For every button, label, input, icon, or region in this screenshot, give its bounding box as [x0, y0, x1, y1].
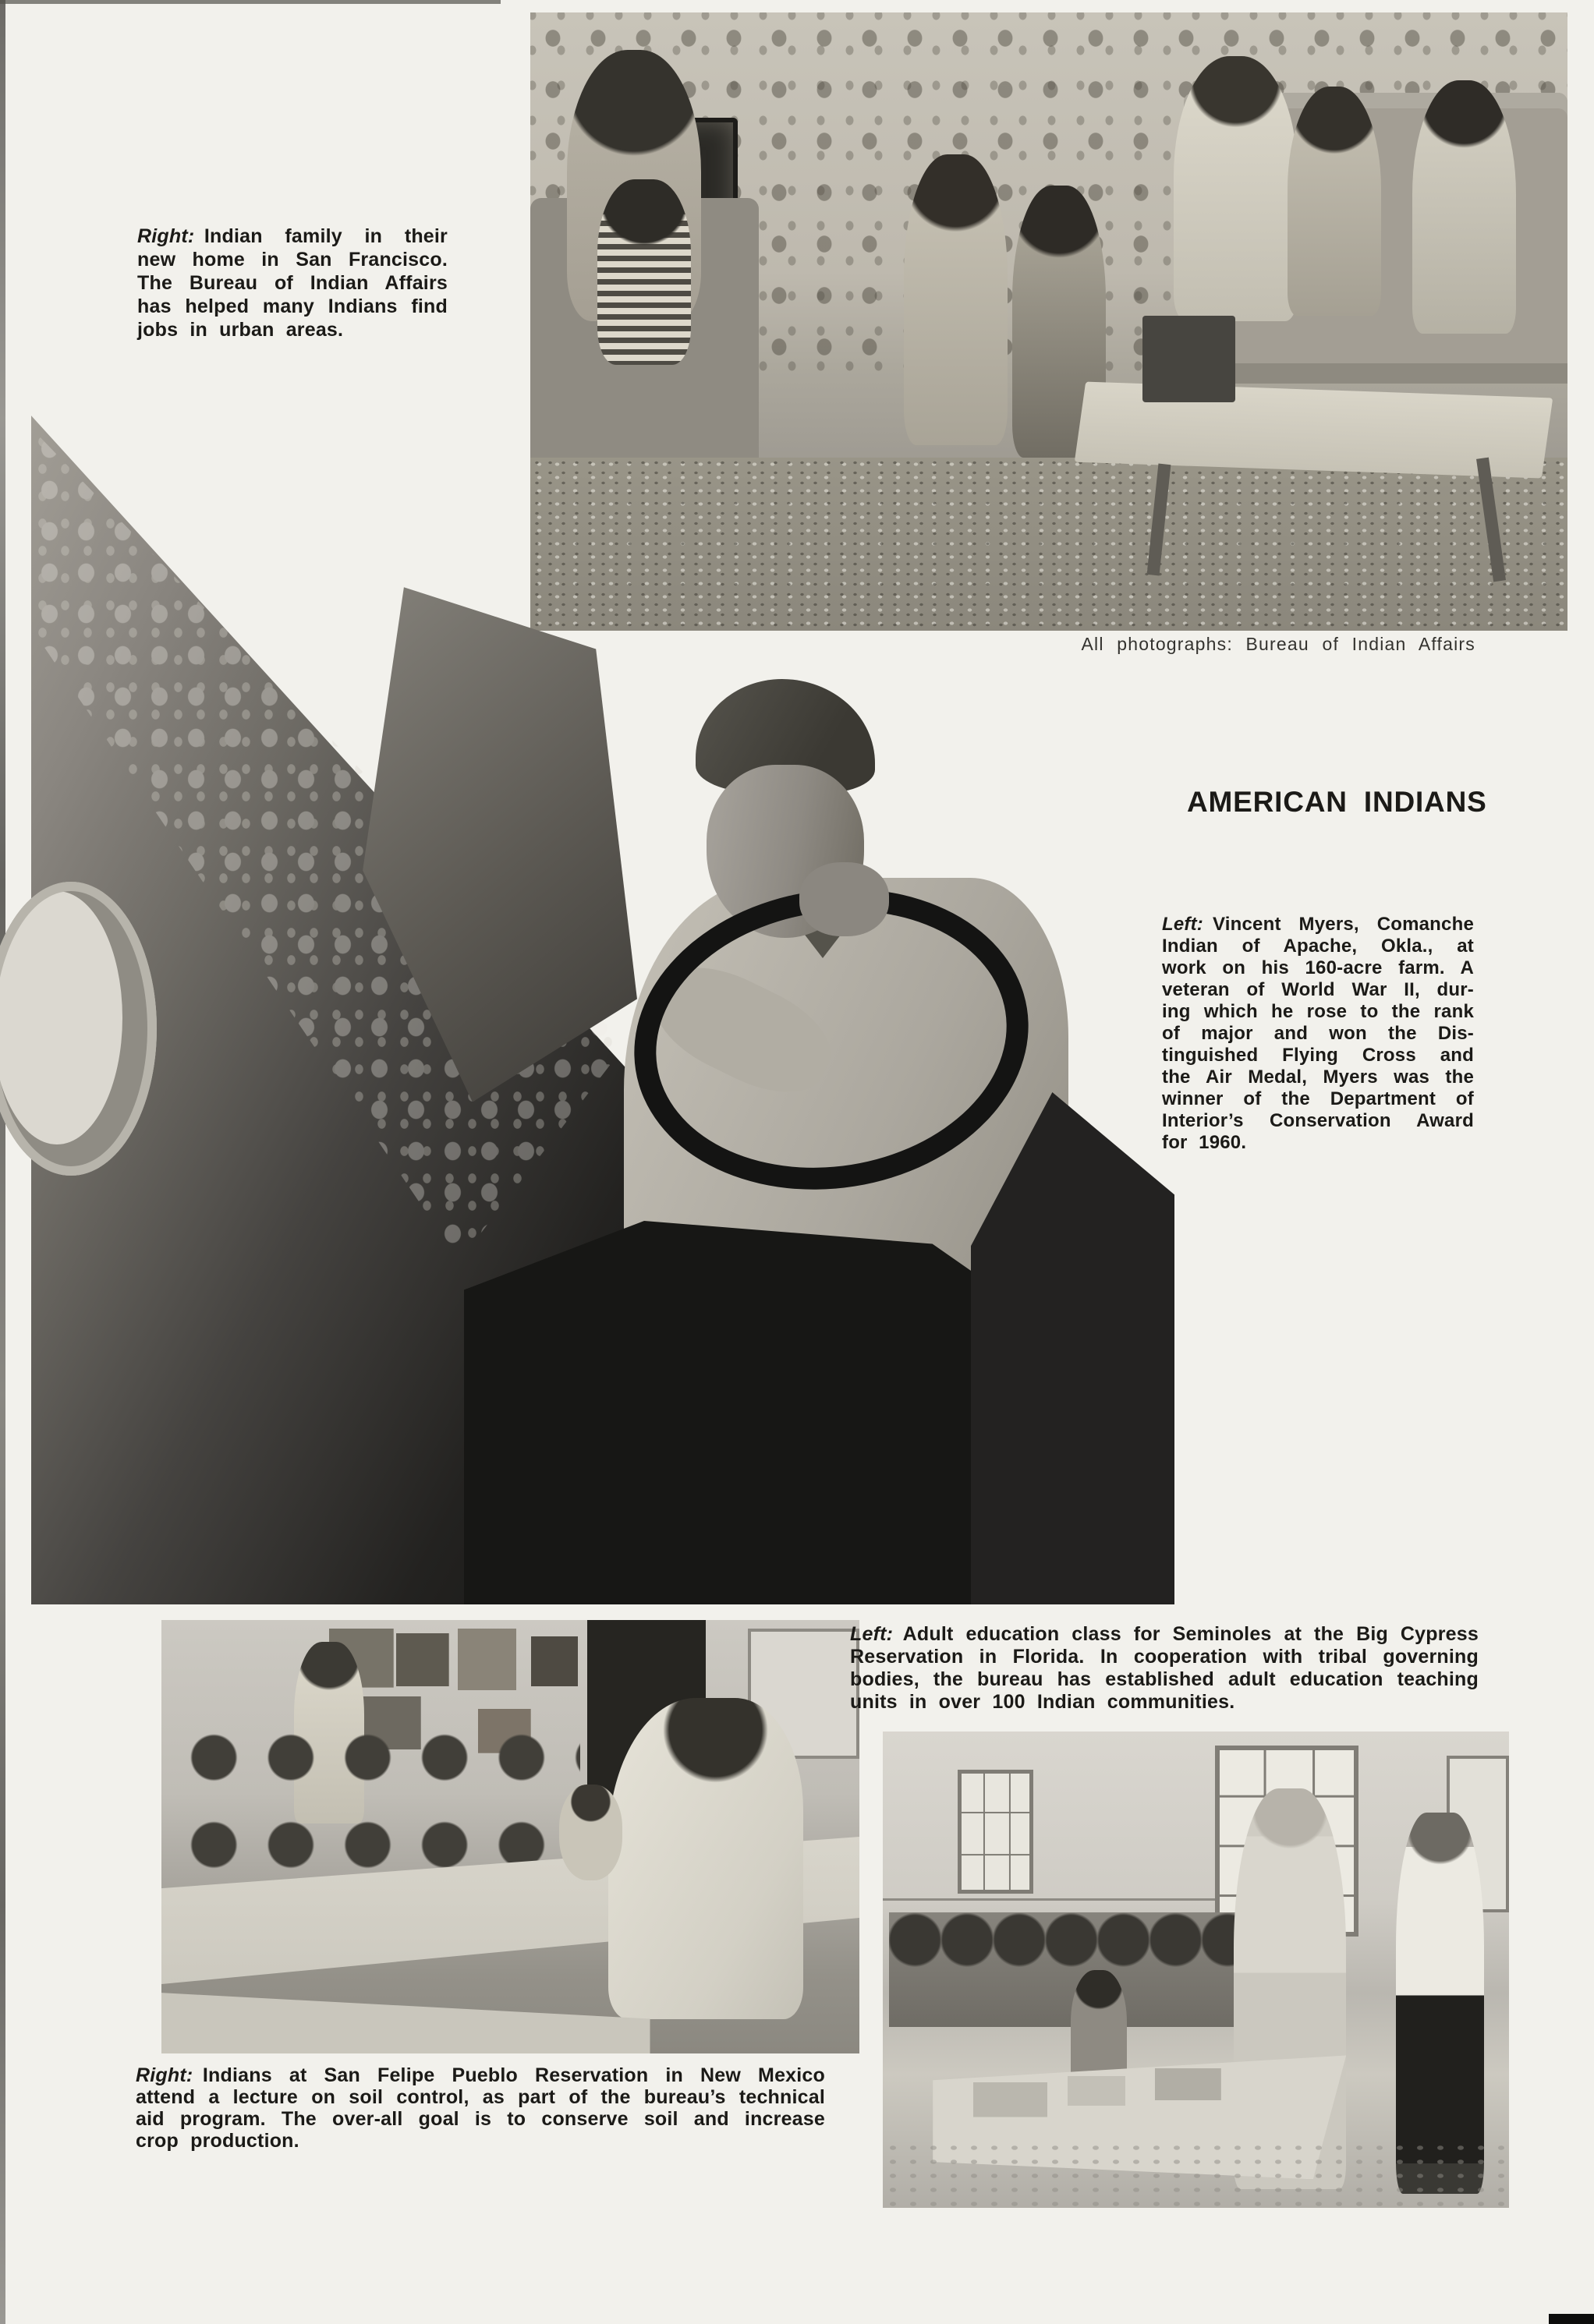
- page-top-edge-shadow: [0, 0, 501, 4]
- caption-line: aid program. The over-all goal is to conserve soil and increase: [136, 2108, 825, 2130]
- person-figure: [597, 179, 691, 365]
- caption-line: work on his 160-acre farm. A: [1162, 957, 1474, 978]
- caption-line: The Bureau of Indian Affairs: [137, 272, 448, 294]
- caption-line: has helped many Indians find: [137, 295, 448, 317]
- caption-text: Indian family in their: [204, 225, 448, 247]
- photo-credit: All photographs: Bureau of Indian Affairs: [1081, 634, 1475, 654]
- caption-lead: Right:: [136, 2064, 193, 2086]
- caption-seminole-education: [850, 1623, 1479, 1714]
- page-gutter-shadow: [0, 0, 5, 2324]
- caption-line: new home in San Francisco.: [137, 249, 448, 271]
- window: [958, 1770, 1033, 1894]
- caption-text: Vincent Myers, Comanche: [1212, 914, 1474, 935]
- photo-soil-lecture: [883, 1732, 1509, 2208]
- person-figure: [1396, 1813, 1483, 2194]
- photo-education-class: [161, 1620, 859, 2053]
- caption-lead: Left:: [1162, 914, 1203, 935]
- caption-line: winner of the Department of: [1162, 1088, 1474, 1109]
- caption-line: [1162, 914, 1474, 936]
- person-figure: [1412, 80, 1516, 334]
- scan-corner-mark: [1549, 2314, 1594, 2324]
- caption-line: the Air Medal, Myers was the: [1162, 1066, 1474, 1088]
- foreground-table: [161, 1967, 650, 2053]
- caption-lead: Left:: [850, 1623, 894, 1645]
- caption-line: [850, 1623, 1479, 1646]
- caption-line: tinguished Flying Cross and: [1162, 1045, 1474, 1066]
- caption-line: attend a lecture on soil control, as part of the bureau’s technical: [136, 2086, 825, 2108]
- caption-line: ing which he rose to the rank: [1162, 1001, 1474, 1022]
- caption-line: bodies, the bureau has established adult education teaching: [850, 1668, 1479, 1690]
- caption-line: jobs in urban areas.: [137, 319, 344, 341]
- caption-line: [136, 2064, 825, 2086]
- caption-line: crop production.: [136, 2130, 299, 2152]
- caption-line: for 1960.: [1162, 1132, 1247, 1153]
- caption-lead: Right:: [137, 225, 195, 247]
- caption-line: units in over 100 Indian communities.: [850, 1691, 1235, 1713]
- caption-line: [137, 225, 448, 248]
- caption-line: of major and won the Dis-: [1162, 1023, 1474, 1044]
- person-figure: [1174, 56, 1298, 322]
- caption-vincent-myers: [1162, 914, 1474, 1154]
- person-figure: [1288, 87, 1381, 315]
- farmer-hand: [799, 862, 889, 936]
- caption-text: Adult education class for Seminoles at the Big Cypress: [902, 1623, 1479, 1645]
- page-title: AMERICAN INDIANS: [1187, 785, 1487, 818]
- caption-line: veteran of World War II, dur-: [1162, 979, 1474, 1000]
- caption-san-felipe: [136, 2064, 825, 2152]
- photo-tractor-cutout: [31, 379, 1174, 1604]
- person-figure: [559, 1785, 622, 1880]
- caption-family: [137, 225, 448, 341]
- caption-line: Interior’s Conservation Award: [1162, 1110, 1474, 1131]
- speckled-floor: [883, 2141, 1509, 2208]
- caption-text: Indians at San Felipe Pueblo Reservation in New Mexico: [202, 2064, 825, 2086]
- person-figure: [608, 1698, 804, 2018]
- caption-line: Reservation in Florida. In cooperation with tribal governing: [850, 1646, 1479, 1668]
- caption-line: Indian of Apache, Okla., at: [1162, 936, 1474, 957]
